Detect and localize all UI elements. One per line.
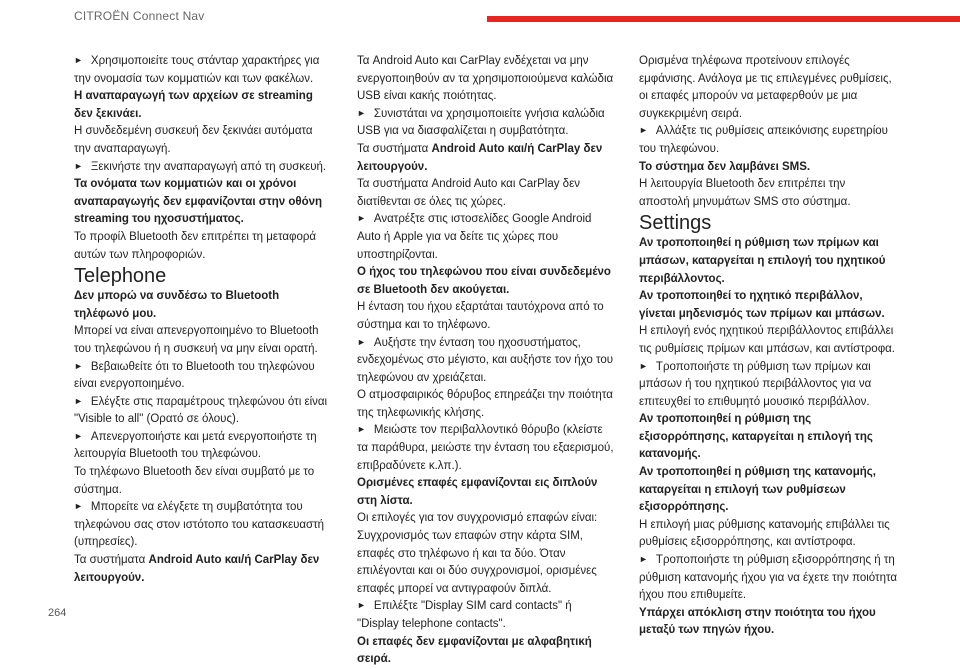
- text: Απενεργοποιήστε και μετά ενεργοποιήστε τη λειτουργία Bluetooth του τηλεφώνου.: [74, 430, 317, 461]
- text: Ελέγξτε στις παραμέτρους τηλεφώνου ότι είναι "Visible to all" (Ορατό σε όλους).: [74, 395, 328, 426]
- problem-heading: [639, 159, 897, 177]
- text: Ο ατμοσφαιρικός θόρυβος επηρεάζει την ποιότητα της τηλεφωνικής κλήσης.: [357, 389, 613, 419]
- text: Η συνδεδεμένη συσκευή δεν ξεκινάει αυτόματα την αναπαραγωγή.: [74, 125, 313, 155]
- text: Το σύστημα δεν λαμβάνει SMS.: [639, 160, 811, 173]
- problem-heading: [74, 176, 332, 229]
- text: Μπορείτε να ελέγξετε τη συμβατότητα του τηλεφώνου σας στον ιστότοπο του κατασκευαστή (υπηρεσίες).: [74, 501, 325, 549]
- paragraph: [357, 387, 615, 422]
- section-heading: [639, 211, 897, 235]
- text: Ορισμένα τηλέφωνα προτείνουν επιλογές εμφάνισης. Ανάλογα με τις επιλεγμένες ρυθμίσεις, οι επαφές μπορούν να μεταφερθούν με μια συγκεκριμένη σειρά.: [639, 55, 892, 120]
- text: Συνιστάται να χρησιμοποιείτε γνήσια καλώδια USB για να διασφαλίζεται η συμβατότητα.: [357, 107, 605, 138]
- paragraph: [74, 229, 332, 264]
- text: Αν τροποποιηθεί η ρύθμιση της κατανομής, καταργείται η επιλογή των ρυθμίσεων εξισορρόπησης.: [639, 466, 876, 514]
- bullet-item: [74, 359, 332, 394]
- text: Ορισμένες επαφές εμφανίζονται εις διπλούν στη λίστα.: [357, 477, 598, 507]
- bullet-item: [357, 335, 615, 388]
- bullet-item: [639, 359, 897, 412]
- text: Τα συστήματα Android Auto και CarPlay δεν διατίθενται σε όλες τις χώρες.: [357, 178, 580, 208]
- paragraph: [357, 176, 615, 211]
- paragraph: [639, 176, 897, 211]
- text: Αν τροποποιηθεί το ηχητικό περιβάλλον, γίνεται μηδενισμός των πρίμων και μπάσων.: [639, 290, 885, 320]
- text: Telephone: [74, 265, 167, 288]
- text: Η ένταση του ήχου εξαρτάται ταυτόχρονα από το σύστημα και το τηλέφωνο.: [357, 301, 604, 331]
- bullet-item: [74, 499, 332, 552]
- text: Το τηλέφωνο Bluetooth δεν είναι συμβατό με το σύστημα.: [74, 466, 315, 496]
- text: Χρησιμοποιείτε τους στάνταρ χαρακτήρες για την ονομασία των κομματιών και των φακέλων.: [74, 55, 320, 85]
- paragraph: [74, 552, 332, 587]
- bullet-item: [639, 552, 897, 605]
- paragraph: [357, 53, 615, 106]
- text: Μειώστε τον περιβαλλοντικό θόρυβο (κλείστε τα παράθυρα, μειώστε την ένταση του εξαερισμού, επιβραδύνετε κ.λπ.).: [357, 424, 614, 472]
- text: Το προφίλ Bluetooth δεν επιτρέπει τη μεταφορά αυτών των πληροφοριών.: [74, 230, 317, 261]
- bold-text: Android Auto και/ή CarPlay δεν λειτουργούν.: [357, 142, 603, 173]
- problem-heading: [639, 235, 897, 288]
- column-2: [357, 53, 615, 669]
- text: Η λειτουργία Bluetooth δεν επιτρέπει την αποστολή μηνυμάτων SMS στο σύστημα.: [639, 178, 851, 208]
- text: Τροποποιήστε τη ρύθμιση εξισορρόπησης ή τη ρύθμιση κατανομής ήχου για να έχετε την ποιότητα ήχου που επιθυμείτε.: [639, 554, 897, 602]
- header-accent-bar: [487, 16, 960, 22]
- paragraph: [639, 323, 897, 358]
- bullet-item: [357, 106, 615, 141]
- section-heading: [74, 264, 332, 288]
- problem-heading: [357, 264, 615, 299]
- problem-heading: [639, 411, 897, 464]
- header-title: CITROËN Connect Nav: [74, 9, 205, 23]
- text: Ξεκινήστε την αναπαραγωγή από τη συσκευή.: [90, 160, 327, 173]
- text: Αλλάξτε τις ρυθμίσεις απεικόνισης ευρετηρίου του τηλεφώνου.: [639, 125, 888, 155]
- bullet-item: [357, 598, 615, 633]
- text: Αυξήστε την ένταση του ηχοσυστήματος, ενδεχομένως στο μέγιστο, και αυξήστε τον ήχο του τηλεφώνου αν χρειάζεται.: [357, 336, 614, 384]
- paragraph: [74, 464, 332, 499]
- text: Η επιλογή μιας ρύθμισης κατανομής επιβάλλει τις ρυθμίσεις εξισορρόπησης, και αντίστροφα.: [639, 518, 890, 549]
- paragraph: [357, 510, 615, 598]
- text: Ανατρέξτε στις ιστοσελίδες Google Android Auto ή Apple για να δείτε τις χώρες που υποστηρίζονται.: [357, 213, 592, 261]
- text: Τα Android Auto και CarPlay ενδέχεται να μην ενεργοποιηθούν αν τα χρησιμοποιούμενα καλώδια USB είναι κακής ποιότητας.: [357, 55, 614, 103]
- bullet-item: [74, 159, 332, 177]
- text: Υπάρχει απόκλιση στην ποιότητα του ήχου μεταξύ των πηγών ήχου.: [639, 606, 876, 637]
- text: Ο ήχος του τηλεφώνου που είναι συνδεδεμένο σε Bluetooth δεν ακούγεται.: [357, 266, 611, 296]
- bullet-item: [639, 123, 897, 158]
- problem-heading: [357, 634, 615, 669]
- column-3: [639, 53, 897, 640]
- problem-heading: [74, 288, 332, 323]
- text: Οι επιλογές για τον συγχρονισμό επαφών είναι: Συγχρονισμός των επαφών στην κάρτα SIM, επαφές στο τηλέφωνο ή και τα δύο. Όταν επιλέγονται και οι δύο συγχρονισμοί, ορισμένες επαφές μπορεί να αντιγραφούν διπλά.: [357, 512, 598, 595]
- text: Μπορεί να είναι απενεργοποιημένο το Bluetooth του τηλεφώνου ή η συσκευή να μην είναι ορατή.: [74, 325, 319, 355]
- bullet-item: [74, 394, 332, 429]
- text: Αν τροποποιηθεί η ρύθμιση των πρίμων και μπάσων, καταργείται η επιλογή του ηχητικού περιβάλλοντος.: [639, 237, 886, 285]
- paragraph: [357, 141, 615, 176]
- bullet-item: [74, 53, 332, 88]
- text: Τα συστήματα: [74, 554, 149, 567]
- text: Τα ονόματα των κομματιών και οι χρόνοι αναπαραγωγής δεν εμφανίζονται στην οθόνη streaming του ηχοσυστήματος.: [74, 178, 323, 226]
- text: Δεν μπορώ να συνδέσω το Bluetooth τηλέφωνό μου.: [74, 290, 280, 320]
- page-number: 264: [48, 607, 67, 619]
- paragraph: [639, 517, 897, 552]
- text: Τροποποιήστε τη ρύθμιση των πρίμων και μπάσων ή του ηχητικού περιβάλλοντος για να επιτευχθεί το επιθυμητό μουσικό περιβάλλον.: [639, 360, 872, 408]
- problem-heading: [639, 464, 897, 517]
- problem-heading: [357, 475, 615, 510]
- problem-heading: [639, 288, 897, 323]
- problem-heading: [74, 88, 332, 123]
- text: Settings: [639, 212, 712, 235]
- paragraph: [639, 53, 897, 123]
- text: Επιλέξτε "Display SIM card contacts" ή "Display telephone contacts".: [357, 600, 572, 630]
- text: Οι επαφές δεν εμφανίζονται με αλφαβητική σειρά.: [357, 635, 592, 666]
- bullet-item: [357, 211, 615, 264]
- text: Αν τροποποιηθεί η ρύθμιση της εξισορρόπησης, καταργείται η επιλογή της κατανομής.: [639, 413, 873, 461]
- text: Η επιλογή ενός ηχητικού περιβάλλοντος επιβάλλει τις ρυθμίσεις πρίμων και μπάσων, και αντίστροφα.: [639, 325, 895, 355]
- text: Η αναπαραγωγή των αρχείων σε streaming δεν ξεκινάει.: [74, 90, 313, 120]
- column-1: [74, 53, 332, 587]
- paragraph: [357, 299, 615, 334]
- paragraph: [74, 323, 332, 358]
- paragraph: [74, 123, 332, 158]
- text: Βεβαιωθείτε ότι το Bluetooth του τηλεφώνου είναι ενεργοποιημένο.: [74, 360, 315, 391]
- problem-heading: [639, 605, 897, 640]
- bullet-item: [74, 429, 332, 464]
- bullet-item: [357, 422, 615, 475]
- text: Τα συστήματα: [357, 142, 432, 155]
- bold-text: Android Auto και/ή CarPlay δεν λειτουργούν.: [74, 554, 320, 584]
